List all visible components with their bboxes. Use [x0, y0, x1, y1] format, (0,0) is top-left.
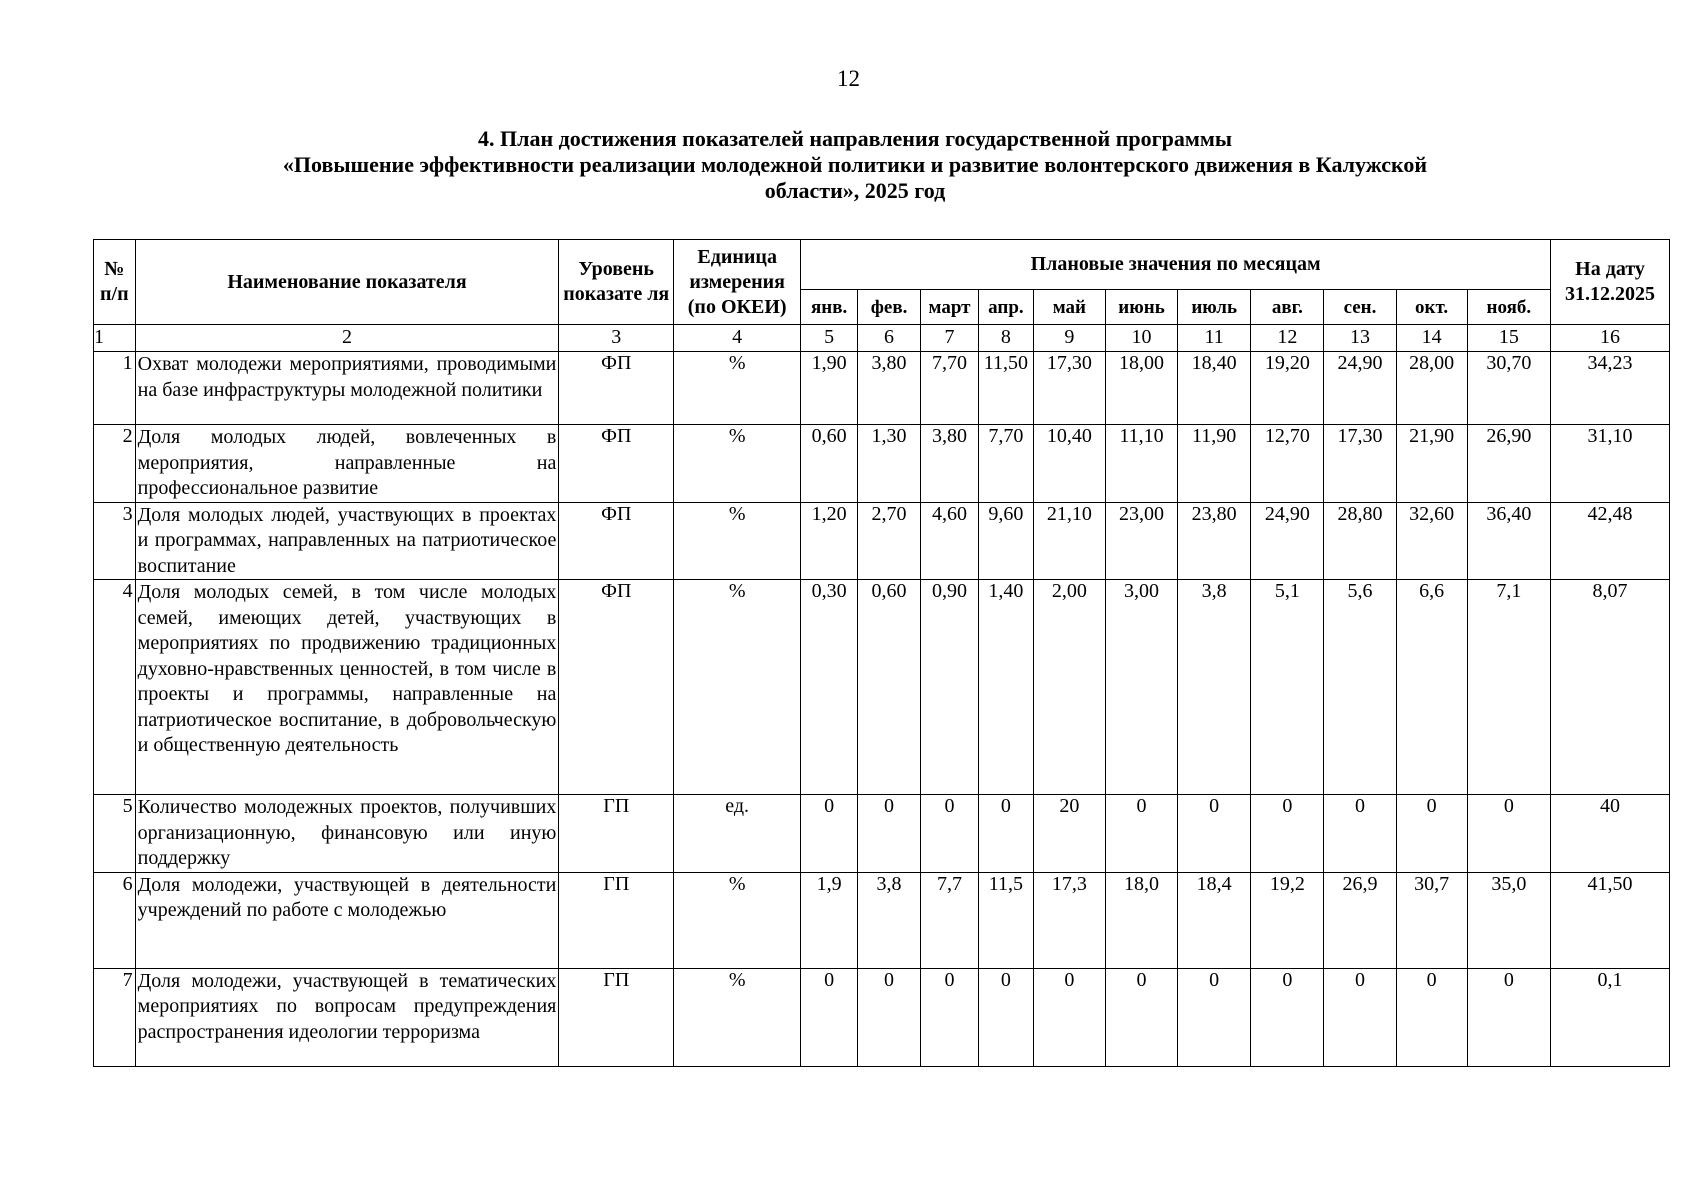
monthly-value: 24,90 — [1324, 352, 1396, 425]
monthly-value: 28,80 — [1324, 502, 1396, 580]
header-month: фев. — [858, 290, 921, 325]
indicator-name: Доля молодежи, участвующей в деятельности учреждений по работе с молодежью — [135, 872, 559, 968]
indicator-level: ФП — [559, 352, 674, 425]
monthly-value: 28,00 — [1396, 352, 1467, 425]
monthly-value: 0 — [921, 795, 979, 873]
monthly-value: 21,90 — [1396, 425, 1467, 503]
monthly-value: 0 — [1033, 968, 1105, 1066]
indicator-name: Доля молодежи, участвующей в тематических мероприятиях по вопросам предупреждения распространения идеологии терроризма — [135, 968, 559, 1066]
monthly-value: 5,1 — [1251, 580, 1324, 795]
table-row — [94, 425, 1670, 503]
monthly-value: 0,30 — [801, 580, 858, 795]
monthly-value: 6,6 — [1396, 580, 1467, 795]
year-end-value: 8,07 — [1551, 580, 1670, 795]
monthly-value: 20 — [1033, 795, 1105, 873]
monthly-value: 0 — [1324, 795, 1396, 873]
year-end-value: 34,23 — [1551, 352, 1670, 425]
monthly-value: 2,70 — [858, 502, 921, 580]
column-numbers-row — [94, 325, 1670, 352]
indicator-level: ФП — [559, 502, 674, 580]
indicator-level: ГП — [559, 872, 674, 968]
monthly-value: 0 — [1467, 968, 1550, 1066]
indicators-table — [93, 239, 1670, 1067]
monthly-value: 23,00 — [1105, 502, 1177, 580]
monthly-value: 17,30 — [1324, 425, 1396, 503]
indicator-unit: % — [674, 580, 801, 795]
monthly-value: 18,0 — [1105, 872, 1177, 968]
monthly-value: 3,80 — [858, 352, 921, 425]
column-number: 12 — [1251, 325, 1324, 352]
monthly-value: 11,5 — [978, 872, 1033, 968]
monthly-value: 1,9 — [801, 872, 858, 968]
column-number: 1 — [94, 325, 136, 352]
indicator-name: Доля молодых людей, вовлеченных в мероприятия, направленные на профессиональное развитие — [135, 425, 559, 503]
monthly-value: 3,00 — [1105, 580, 1177, 795]
monthly-value: 1,90 — [801, 352, 858, 425]
monthly-value: 21,10 — [1033, 502, 1105, 580]
page-number: 12 — [837, 66, 860, 91]
indicator-unit: % — [674, 352, 801, 425]
header-month: нояб. — [1467, 290, 1550, 325]
monthly-value: 11,10 — [1105, 425, 1177, 503]
monthly-value: 30,70 — [1467, 352, 1550, 425]
header-name: Наименование показателя — [135, 240, 559, 325]
column-number: 14 — [1396, 325, 1467, 352]
monthly-value: 17,30 — [1033, 352, 1105, 425]
monthly-value: 0 — [1467, 795, 1550, 873]
column-number: 16 — [1551, 325, 1670, 352]
column-number: 3 — [559, 325, 674, 352]
monthly-value: 24,90 — [1251, 502, 1324, 580]
table-row — [94, 580, 1670, 795]
indicator-unit: % — [674, 968, 801, 1066]
monthly-value: 1,20 — [801, 502, 858, 580]
monthly-value: 0,60 — [858, 580, 921, 795]
title-line-1: 4. План достижения показателей направления государственной программы — [477, 126, 1232, 151]
monthly-value: 18,00 — [1105, 352, 1177, 425]
indicator-unit: ед. — [674, 795, 801, 873]
header-date: На дату 31.12.2025 — [1551, 240, 1670, 325]
monthly-value: 0 — [1324, 968, 1396, 1066]
header-month: апр. — [978, 290, 1033, 325]
column-number: 5 — [801, 325, 858, 352]
year-end-value: 31,10 — [1551, 425, 1670, 503]
year-end-value: 0,1 — [1551, 968, 1670, 1066]
indicator-name: Доля молодых людей, участвующих в проектах и программах, направленных на патриотическое воспитание — [135, 502, 559, 580]
table-row — [94, 795, 1670, 873]
year-end-value: 41,50 — [1551, 872, 1670, 968]
header-month: авг. — [1251, 290, 1324, 325]
monthly-value: 0 — [1396, 968, 1467, 1066]
monthly-value: 2,00 — [1033, 580, 1105, 795]
monthly-value: 4,60 — [921, 502, 979, 580]
indicator-level: ГП — [559, 795, 674, 873]
header-unit: Единица измерения (по ОКЕИ) — [674, 240, 801, 325]
monthly-value: 11,50 — [978, 352, 1033, 425]
indicator-level: ФП — [559, 425, 674, 503]
row-number: 2 — [94, 425, 136, 503]
monthly-value: 5,6 — [1324, 580, 1396, 795]
monthly-value: 19,20 — [1251, 352, 1324, 425]
header-month: сен. — [1324, 290, 1396, 325]
indicator-unit: % — [674, 502, 801, 580]
monthly-value: 0 — [1105, 795, 1177, 873]
header-monthly: Плановые значения по месяцам — [801, 240, 1551, 290]
row-number: 7 — [94, 968, 136, 1066]
monthly-value: 1,30 — [858, 425, 921, 503]
row-number: 6 — [94, 872, 136, 968]
monthly-value: 0 — [801, 968, 858, 1066]
monthly-value: 11,90 — [1178, 425, 1251, 503]
monthly-value: 36,40 — [1467, 502, 1550, 580]
monthly-value: 32,60 — [1396, 502, 1467, 580]
monthly-value: 3,8 — [858, 872, 921, 968]
column-number: 7 — [921, 325, 979, 352]
monthly-value: 18,4 — [1178, 872, 1251, 968]
column-number: 11 — [1178, 325, 1251, 352]
header-month: окт. — [1396, 290, 1467, 325]
monthly-value: 7,70 — [921, 352, 979, 425]
table-row — [94, 352, 1670, 425]
column-number: 10 — [1105, 325, 1177, 352]
monthly-value: 0 — [978, 795, 1033, 873]
monthly-value: 23,80 — [1178, 502, 1251, 580]
indicator-unit: % — [674, 425, 801, 503]
indicator-level: ГП — [559, 968, 674, 1066]
header-num: № п/п — [94, 240, 136, 325]
header-month: март — [921, 290, 979, 325]
monthly-value: 0 — [1178, 968, 1251, 1066]
monthly-value: 19,2 — [1251, 872, 1324, 968]
title-line-3: области», 2025 год — [764, 178, 946, 203]
column-number: 9 — [1033, 325, 1105, 352]
header-level: Уровень показате ля — [559, 240, 674, 325]
header-month: июль — [1178, 290, 1251, 325]
indicator-name: Доля молодых семей, в том числе молодых семей, имеющих детей, участвующих в мероприятиях по продвижению традиционных духовно-нравственных ценностей, в том числе в проекты и программы, направленные на патриотическое воспитание, в добровольческую и общественную деятельность — [135, 580, 559, 795]
monthly-value: 35,0 — [1467, 872, 1550, 968]
monthly-value: 0 — [1251, 968, 1324, 1066]
monthly-value: 0,60 — [801, 425, 858, 503]
monthly-value: 0 — [858, 968, 921, 1066]
row-number: 5 — [94, 795, 136, 873]
column-number: 15 — [1467, 325, 1550, 352]
table-row — [94, 968, 1670, 1066]
monthly-value: 1,40 — [978, 580, 1033, 795]
indicator-name: Охват молодежи мероприятиями, проводимыми на базе инфраструктуры молодежной политики — [135, 352, 559, 425]
indicator-unit: % — [674, 872, 801, 968]
monthly-value: 9,60 — [978, 502, 1033, 580]
header-month: янв. — [801, 290, 858, 325]
monthly-value: 30,7 — [1396, 872, 1467, 968]
monthly-value: 3,8 — [1178, 580, 1251, 795]
monthly-value: 26,90 — [1467, 425, 1550, 503]
column-number: 4 — [674, 325, 801, 352]
monthly-value: 0 — [858, 795, 921, 873]
monthly-value: 17,3 — [1033, 872, 1105, 968]
row-number: 1 — [94, 352, 136, 425]
monthly-value: 10,40 — [1033, 425, 1105, 503]
monthly-value: 0 — [1396, 795, 1467, 873]
column-number: 6 — [858, 325, 921, 352]
year-end-value: 40 — [1551, 795, 1670, 873]
monthly-value: 0 — [1178, 795, 1251, 873]
monthly-value: 0 — [978, 968, 1033, 1066]
monthly-value: 3,80 — [921, 425, 979, 503]
monthly-value: 0 — [801, 795, 858, 873]
monthly-value: 7,70 — [978, 425, 1033, 503]
table-row — [94, 502, 1670, 580]
monthly-value: 0 — [921, 968, 979, 1066]
indicator-level: ФП — [559, 580, 674, 795]
monthly-value: 26,9 — [1324, 872, 1396, 968]
column-number: 13 — [1324, 325, 1396, 352]
year-end-value: 42,48 — [1551, 502, 1670, 580]
table-row — [94, 872, 1670, 968]
header-month: июнь — [1105, 290, 1177, 325]
monthly-value: 0 — [1251, 795, 1324, 873]
row-number: 3 — [94, 502, 136, 580]
header-month: май — [1033, 290, 1105, 325]
title-line-2: «Повышение эффективности реализации молодежной политики и развитие волонтерского движения в Калужской — [282, 152, 1428, 177]
monthly-value: 0 — [1105, 968, 1177, 1066]
monthly-value: 18,40 — [1178, 352, 1251, 425]
row-number: 4 — [94, 580, 136, 795]
monthly-value: 7,7 — [921, 872, 979, 968]
document-title — [130, 126, 1580, 204]
column-number: 2 — [135, 325, 559, 352]
monthly-value: 0,90 — [921, 580, 979, 795]
monthly-value: 12,70 — [1251, 425, 1324, 503]
monthly-value: 7,1 — [1467, 580, 1550, 795]
column-number: 8 — [978, 325, 1033, 352]
indicator-name: Количество молодежных проектов, получивших организационную, финансовую или иную поддержку — [135, 795, 559, 873]
